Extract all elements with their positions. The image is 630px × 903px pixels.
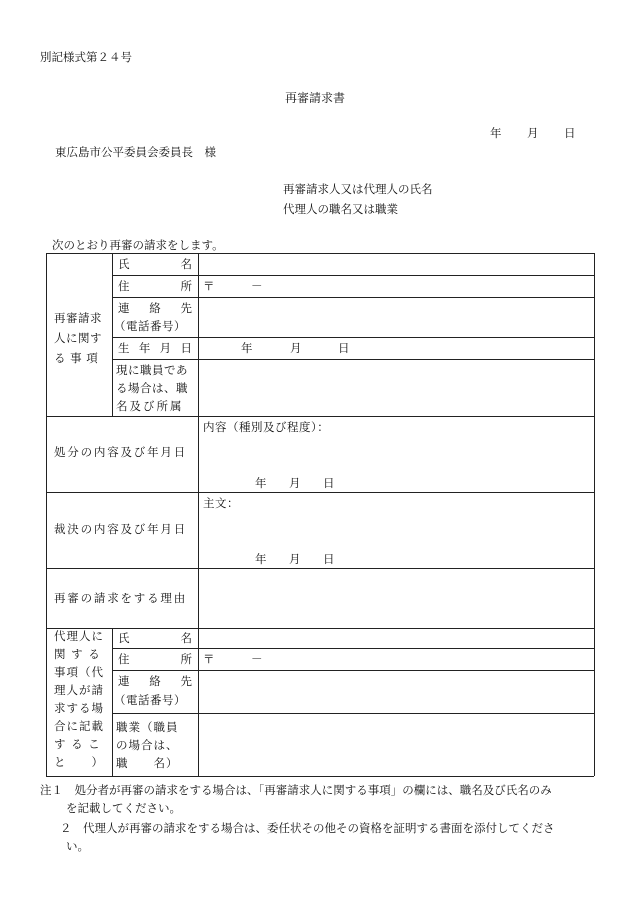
ruling-field[interactable] <box>200 493 593 567</box>
agent-label-line3: 事項（代 <box>54 665 104 679</box>
disposition-year-unit: 年 <box>255 476 267 490</box>
agent-address-label: 住 所 <box>118 652 192 666</box>
requester-contact-field[interactable] <box>200 298 593 336</box>
agent-name-label: 氏 名 <box>118 631 192 645</box>
date-day: 日 <box>564 126 576 140</box>
ruling-day-unit: 日 <box>323 552 335 566</box>
disposition-label: 処分の内容及び年月日 <box>54 445 187 459</box>
ruling-month-unit: 月 <box>289 552 301 566</box>
agent-occupation-label-line2: の場合は、 <box>116 738 179 752</box>
agent-occupation-label-line3: 職 名） <box>116 756 179 770</box>
requester-name-field[interactable] <box>200 254 593 274</box>
requester-contact-sublabel: （電話番号） <box>114 319 186 333</box>
reason-label: 再審の請求をする理由 <box>54 591 187 605</box>
requester-postal-mark: 〒 － <box>203 279 263 293</box>
agent-label-line6: 合に記載 <box>54 719 104 733</box>
ruling-label: 裁決の内容及び年月日 <box>54 522 187 536</box>
addressee: 東広島市公平委員会委員長 様 <box>55 145 216 159</box>
agent-contact-sublabel: （電話番号） <box>114 693 186 707</box>
requester-name-label: 氏 名 <box>118 257 192 271</box>
date-year: 年 <box>490 126 502 140</box>
agent-label-line2: 関 す る <box>54 647 101 661</box>
agent-occupation-label-line1: 職業（職員 <box>116 720 179 734</box>
note-2-line1: ２ 代理人が再審の請求をする場合は、委任状その他その資格を証明する書面を添付してくださ <box>60 821 555 835</box>
section1-label-line1: 再審請求 <box>54 311 102 325</box>
intro-text: 次のとおり再審の請求をします。 <box>52 238 224 252</box>
note-2-line2: い。 <box>66 839 89 853</box>
requester-staff-label-line3: 名及び所属 <box>116 399 184 413</box>
requester-staff-label-line2: る場合は、職 <box>116 381 188 395</box>
requester-address-field[interactable] <box>200 276 593 296</box>
birth-month-unit: 月 <box>290 341 302 355</box>
form-title: 再審請求書 <box>285 91 346 105</box>
reason-field[interactable] <box>200 569 593 627</box>
ruling-content-label: 主文： <box>203 496 239 510</box>
date-month: 月 <box>527 126 539 140</box>
agent-contact-field[interactable] <box>200 671 593 712</box>
section1-label-line3: る 事 項 <box>54 351 99 365</box>
disposition-month-unit: 月 <box>289 476 301 490</box>
section1-label-line2: 人に関す <box>54 331 102 345</box>
agent-postal-mark: 〒 － <box>203 652 263 666</box>
requester-name-label: 再審請求人又は代理人の氏名 <box>283 182 433 196</box>
requester-birthdate-field[interactable] <box>200 338 593 358</box>
form-number: 別記様式第２４号 <box>40 50 132 64</box>
agent-label-line7: す る こ <box>54 737 101 751</box>
agent-occupation-field[interactable] <box>200 714 593 775</box>
note-1-line2: を記載してください。 <box>66 801 181 815</box>
agent-label-line8: と ） <box>54 755 104 769</box>
agent-label-line5: 求する場 <box>54 701 104 715</box>
requester-birthdate-label: 生 年 月 日 <box>118 341 192 355</box>
agent-name-field[interactable] <box>200 629 593 647</box>
birth-day-unit: 日 <box>338 341 350 355</box>
agent-contact-label: 連 絡 先 <box>118 674 192 688</box>
disposition-content-label: 内容（種別及び程度）： <box>203 420 330 434</box>
agent-label-line4: 理人が請 <box>54 683 104 697</box>
requester-contact-label: 連 絡 先 <box>118 301 192 315</box>
requester-staff-field[interactable] <box>200 360 593 415</box>
disposition-field[interactable] <box>200 417 593 491</box>
requester-occupation-label: 代理人の職名又は職業 <box>283 202 398 216</box>
requester-address-label: 住 所 <box>118 279 192 293</box>
ruling-year-unit: 年 <box>255 552 267 566</box>
agent-address-field[interactable] <box>200 649 593 669</box>
disposition-day-unit: 日 <box>323 476 335 490</box>
note-1-line1: 注１ 処分者が再審の請求をする場合は、「再審請求人に関する事項」の欄には、職名及び氏名のみ <box>40 783 552 797</box>
agent-label-line1: 代理人に <box>54 629 104 643</box>
requester-staff-label-line1: 現に職員であ <box>116 363 188 377</box>
birth-year-unit: 年 <box>241 341 253 355</box>
